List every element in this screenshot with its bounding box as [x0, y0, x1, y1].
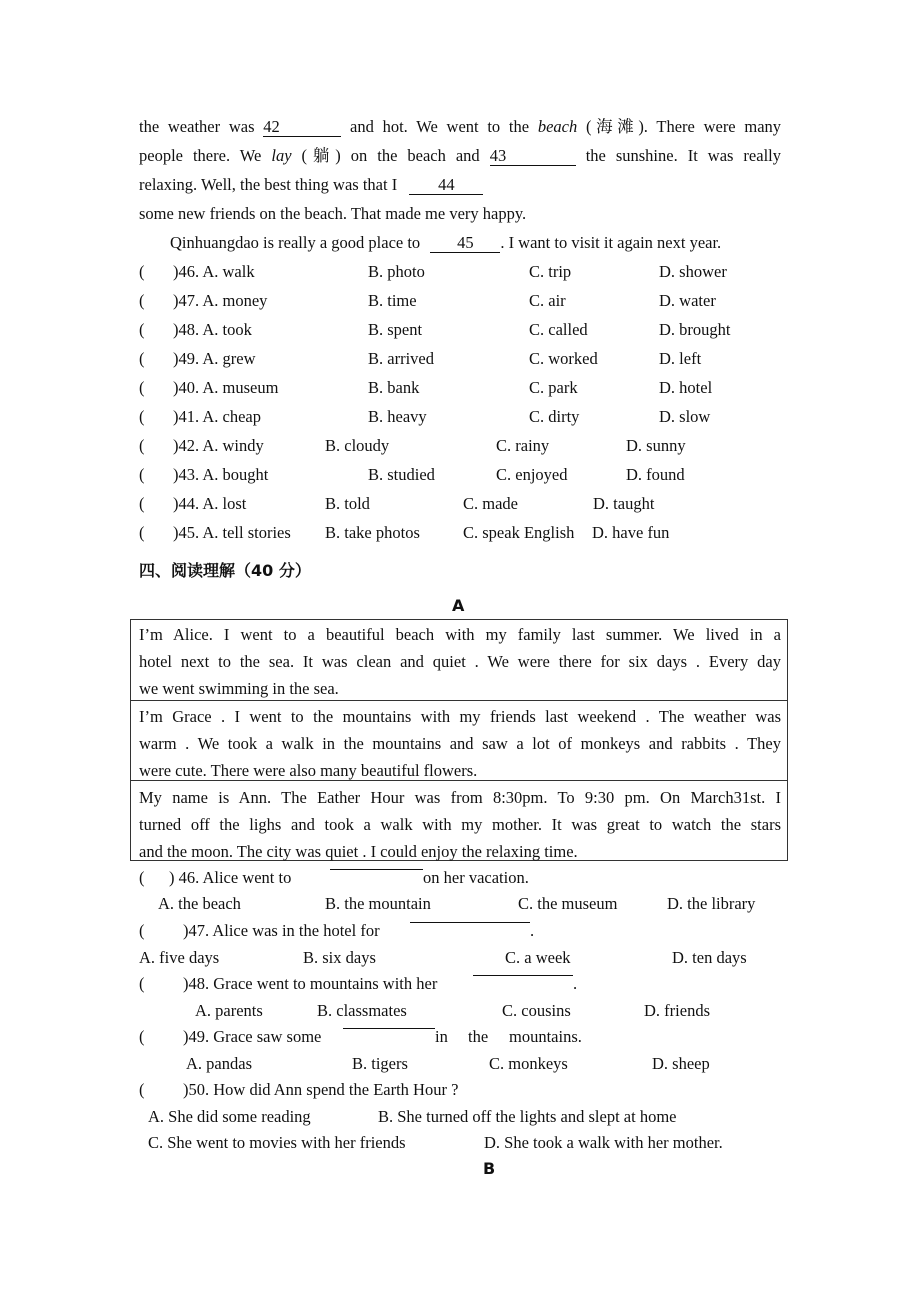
question-49-options — [139, 1053, 789, 1075]
question-49 — [139, 1026, 789, 1048]
answer-paren[interactable]: ( — [139, 465, 145, 484]
answer-paren[interactable]: ( — [139, 1027, 145, 1046]
cell-line: and the moon. The city was quiet . I could enjoy the relaxing time. — [139, 842, 578, 861]
question-48 — [139, 973, 789, 995]
question-text: in — [435, 1027, 448, 1046]
passage-cell-ann — [130, 780, 788, 861]
cloze-line-3 — [139, 175, 781, 195]
option-b: B. the mountain — [325, 894, 431, 913]
option-a: A. five days — [139, 948, 220, 967]
option-c: C. a week — [505, 948, 571, 967]
cell-line: turned off the lighs and took a walk with my mother. It was great to watch the stars — [139, 815, 781, 834]
question-text: on her vacation. — [423, 868, 529, 887]
cloze-line-4: some new friends on the beach. That made me very happy. — [139, 204, 527, 223]
answer-paren[interactable]: ( — [139, 349, 145, 368]
question-text: . — [573, 974, 578, 993]
option-c: C. trip — [529, 262, 572, 281]
question-50-options-row1 — [139, 1106, 789, 1128]
blank-43: 43 — [490, 147, 576, 166]
option-c: C. enjoyed — [496, 465, 568, 484]
question-48-options — [139, 1000, 789, 1022]
question-text: )49. Grace saw some — [183, 1027, 322, 1046]
text: the sunshine. It was really — [585, 146, 781, 165]
option-b: B. take photos — [325, 523, 420, 542]
option-row-43 — [139, 464, 789, 486]
option-b: B. time — [368, 291, 417, 310]
option-b: B. She turned off the lights and slept at home — [378, 1107, 677, 1126]
option-a: )40. A. museum — [173, 378, 279, 397]
cell-line: hotel next to the sea. It was clean and quiet . We were there for six days . Every day — [139, 652, 781, 671]
option-c: C. air — [529, 291, 566, 310]
option-d: D. ten days — [672, 948, 747, 967]
text: people there. We — [139, 146, 262, 165]
option-b: B. photo — [368, 262, 425, 281]
cloze-line-2 — [139, 146, 781, 166]
text: relaxing. Well, the best thing was that I — [139, 175, 398, 194]
text: Qinhuangdao is really a good place to — [170, 233, 421, 252]
option-b: B. six days — [303, 948, 376, 967]
option-d: D. left — [659, 349, 702, 368]
option-a: )48. A. took — [173, 320, 252, 339]
option-d: D. hotel — [659, 378, 713, 397]
text: (海滩). There were many — [585, 117, 782, 136]
question-50 — [139, 1079, 789, 1101]
option-b: B. bank — [368, 378, 420, 397]
option-row-47 — [139, 290, 789, 312]
text: and hot. We went to the — [350, 117, 530, 136]
option-row-40 — [139, 377, 789, 399]
question-text: )48. Grace went to mountains with her — [183, 974, 438, 993]
passage-a-label: A — [452, 596, 465, 615]
cell-line: were cute. There were also many beautiful flowers. — [139, 761, 478, 780]
text: (躺) on the beach and — [301, 146, 480, 165]
option-a: )44. A. lost — [173, 494, 247, 513]
cloze-line-5 — [170, 233, 812, 253]
option-d: D. sunny — [626, 436, 686, 455]
passage-cell-alice — [130, 619, 788, 700]
option-row-42 — [139, 435, 789, 457]
option-a: A. She did some reading — [148, 1107, 311, 1126]
option-a: )41. A. cheap — [173, 407, 261, 426]
cloze-line-1 — [139, 117, 781, 137]
answer-paren[interactable]: ( — [139, 494, 145, 513]
option-b: B. studied — [368, 465, 435, 484]
option-d: D. brought — [659, 320, 731, 339]
option-d: D. have fun — [592, 523, 670, 542]
option-d: D. found — [626, 465, 685, 484]
blank-45: 45 — [430, 234, 500, 253]
option-b: B. spent — [368, 320, 423, 339]
question-47 — [139, 920, 789, 942]
option-c: C. She went to movies with her friends — [148, 1133, 406, 1152]
option-a: A. pandas — [186, 1054, 252, 1073]
question-46-options — [139, 893, 789, 915]
question-47-options — [139, 947, 789, 969]
option-d: D. She took a walk with her mother. — [484, 1133, 723, 1152]
answer-paren[interactable]: ( — [139, 320, 145, 339]
question-text: ) 46. Alice went to — [169, 868, 292, 887]
option-a: )45. A. tell stories — [173, 523, 291, 542]
answer-paren[interactable]: ( — [139, 974, 145, 993]
option-a: )49. A. grew — [173, 349, 256, 368]
option-a: )43. A. bought — [173, 465, 269, 484]
cell-line: I’m Alice. I went to a beautiful beach with my family last summer. We lived in a — [139, 625, 781, 644]
option-d: D. friends — [644, 1001, 710, 1020]
option-b: B. tigers — [352, 1054, 408, 1073]
option-row-45 — [139, 522, 789, 544]
option-c: C. made — [463, 494, 518, 513]
text: . I want to visit it again next year. — [500, 233, 722, 252]
option-d: D. sheep — [652, 1054, 710, 1073]
option-row-44 — [139, 493, 789, 515]
option-d: D. water — [659, 291, 716, 310]
cell-line: we went swimming in the sea. — [139, 679, 339, 698]
question-text: )47. Alice was in the hotel for — [183, 921, 380, 940]
section-title: 四、阅读理解（40 分） — [139, 561, 311, 580]
question-text: the — [468, 1027, 489, 1046]
question-text: )50. How did Ann spend the Earth Hour ? — [183, 1080, 459, 1099]
option-row-41 — [139, 406, 789, 428]
answer-blank[interactable] — [410, 922, 530, 923]
answer-paren[interactable]: ( — [139, 291, 145, 310]
cell-line: My name is Ann. The Eather Hour was from 8:30pm. To 9:30 pm. On March31st. I — [139, 788, 781, 807]
option-c: C. park — [529, 378, 578, 397]
option-c: C. dirty — [529, 407, 580, 426]
option-c: C. monkeys — [489, 1054, 568, 1073]
option-d: D. taught — [593, 494, 655, 513]
answer-paren[interactable]: ( — [139, 407, 145, 426]
option-c: C. cousins — [502, 1001, 571, 1020]
option-a: )47. A. money — [173, 291, 268, 310]
answer-paren[interactable]: ( — [139, 1080, 145, 1099]
question-50-options-row2 — [139, 1132, 789, 1154]
answer-paren[interactable]: ( — [139, 262, 145, 281]
text-italic: beach — [537, 117, 578, 136]
answer-blank[interactable] — [473, 975, 573, 976]
answer-paren[interactable]: ( — [139, 436, 145, 455]
question-text: mountains. — [509, 1027, 582, 1046]
option-c: C. speak English — [463, 523, 575, 542]
option-a: )46. A. walk — [173, 262, 255, 281]
option-b: B. classmates — [317, 1001, 407, 1020]
option-row-46 — [139, 261, 789, 283]
option-d: D. shower — [659, 262, 727, 281]
question-46 — [139, 867, 789, 889]
option-b: B. heavy — [368, 407, 427, 426]
option-c: C. called — [529, 320, 588, 339]
option-b: B. arrived — [368, 349, 434, 368]
blank-44: 44 — [409, 176, 483, 195]
answer-paren[interactable]: ( — [139, 921, 145, 940]
option-c: C. rainy — [496, 436, 550, 455]
cell-line: I’m Grace . I went to the mountains with my friends last weekend . The weather was — [139, 707, 781, 726]
option-c: C. worked — [529, 349, 598, 368]
option-row-48 — [139, 319, 789, 341]
passage-b-label: B — [483, 1159, 496, 1178]
option-row-49 — [139, 348, 789, 370]
answer-paren[interactable]: ( — [139, 868, 145, 887]
option-b: B. cloudy — [325, 436, 390, 455]
option-d: D. the library — [667, 894, 756, 913]
option-a: )42. A. windy — [173, 436, 264, 455]
option-a: A. parents — [195, 1001, 263, 1020]
answer-blank[interactable] — [330, 869, 423, 870]
text-italic: lay — [271, 146, 292, 165]
text: the weather was — [139, 117, 255, 136]
passage-cell-grace — [130, 700, 788, 781]
option-c: C. the museum — [518, 894, 618, 913]
cell-line: warm . We took a walk in the mountains and saw a lot of monkeys and rabbits . They — [139, 734, 781, 753]
blank-42: 42 — [263, 118, 341, 137]
answer-paren[interactable]: ( — [139, 523, 145, 542]
option-d: D. slow — [659, 407, 711, 426]
answer-blank[interactable] — [343, 1028, 435, 1029]
option-b: B. told — [325, 494, 370, 513]
answer-paren[interactable]: ( — [139, 378, 145, 397]
option-a: A. the beach — [158, 894, 241, 913]
question-text: . — [530, 921, 535, 940]
